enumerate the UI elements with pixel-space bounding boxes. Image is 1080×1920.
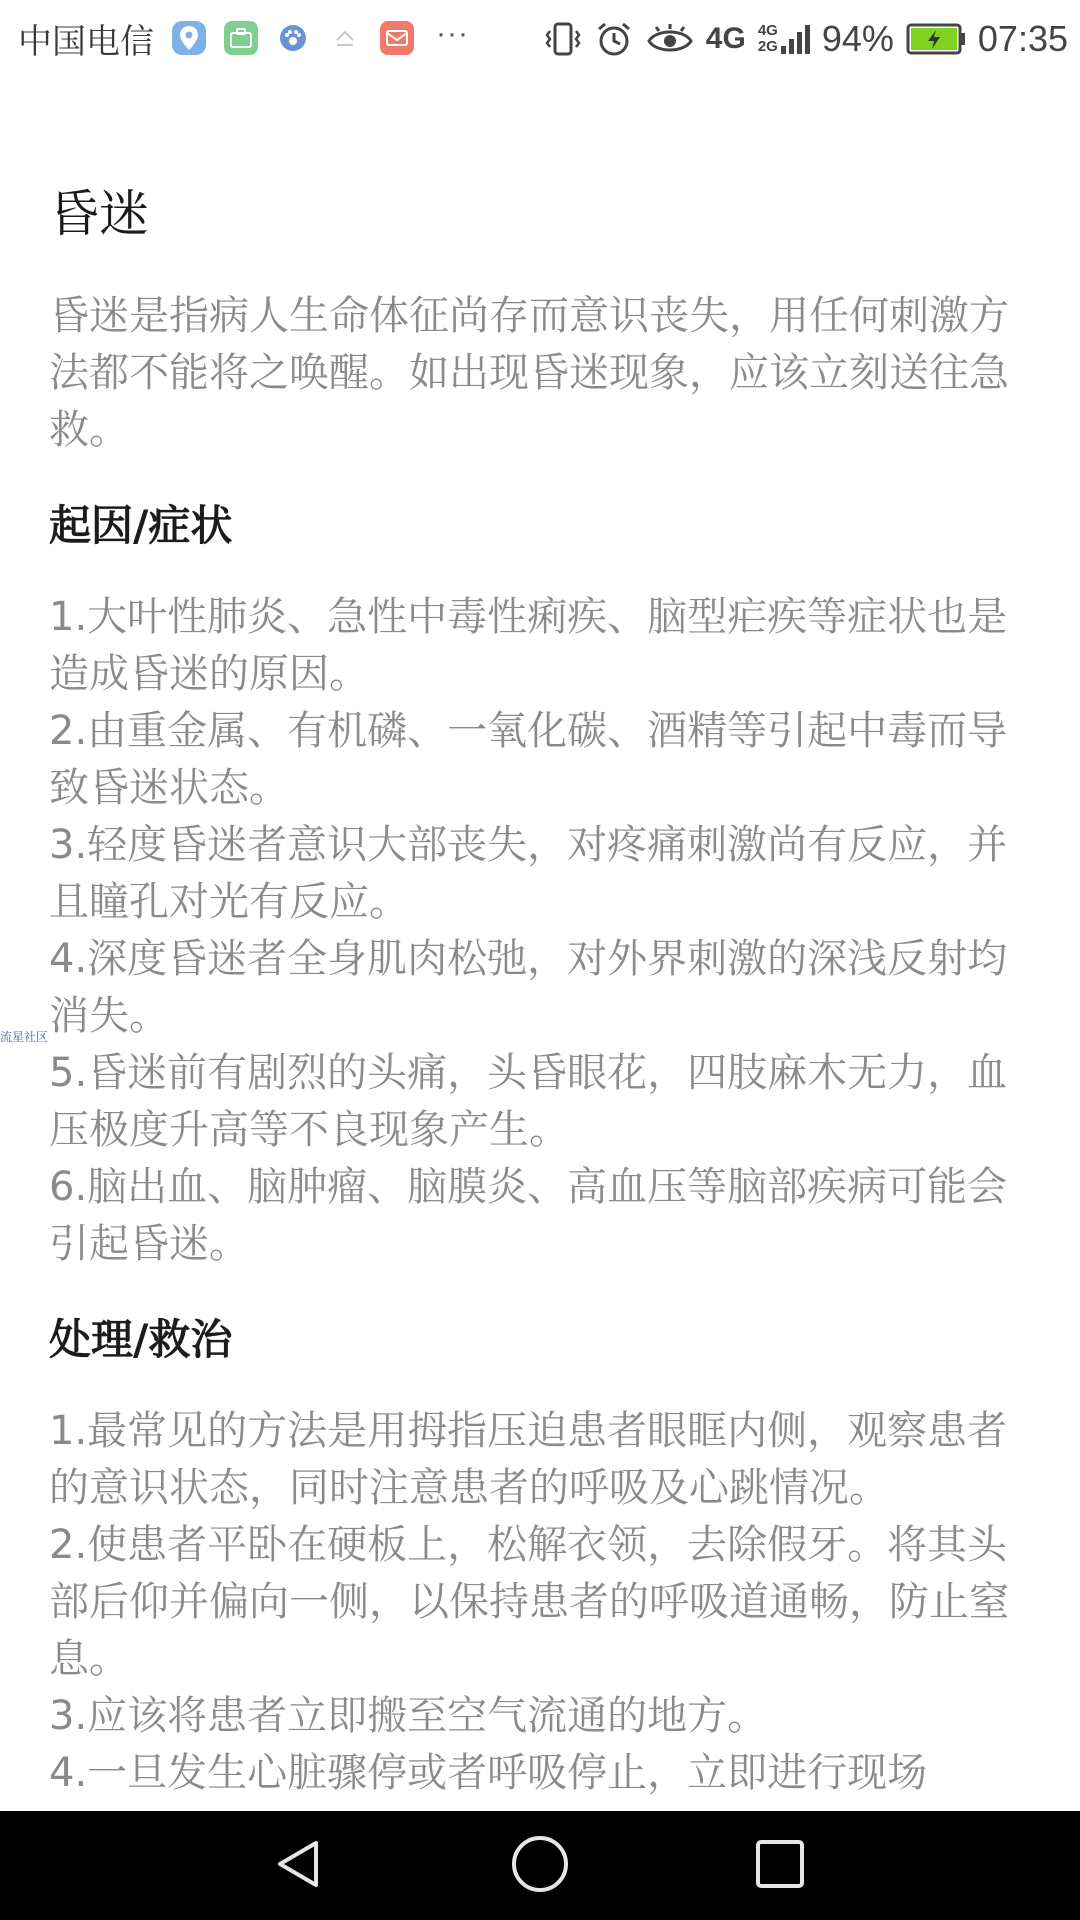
briefcase-icon — [224, 21, 258, 55]
notification-icons — [172, 18, 469, 58]
watermark: 流星社区 — [0, 1030, 49, 1044]
recent-apps-icon — [753, 1837, 807, 1895]
battery-icon — [906, 22, 966, 56]
system-icons — [544, 8, 1068, 70]
network-label-2g: 2G — [757, 38, 778, 55]
list-item: 4.深度昏迷者全身肌肉松弛，对外界刺激的深浅反射均消失。 — [49, 936, 1008, 1039]
back-button[interactable] — [254, 1831, 344, 1901]
clock: 07:35 — [977, 18, 1068, 59]
mail-icon — [380, 21, 414, 55]
secondary-network-labels — [758, 23, 778, 55]
recent-apps-button[interactable] — [735, 1831, 825, 1901]
navigation-bar — [0, 1811, 1080, 1920]
upload-icon — [328, 21, 362, 55]
location-icon — [172, 21, 206, 55]
network-label: 4G — [705, 22, 746, 55]
status-bar — [0, 0, 1080, 78]
more-notifications: ··· — [436, 17, 469, 50]
list-item: 6.脑出血、脑肿瘤、脑膜炎、高血压等脑部疾病可能会引起昏迷。 — [49, 1164, 1008, 1267]
eye-icon — [646, 19, 694, 59]
article-scroll-view[interactable] — [0, 78, 1080, 1811]
battery-percentage: 94% — [821, 18, 894, 59]
back-icon — [272, 1837, 326, 1895]
intro-paragraph: 昏迷是指病人生命体征尚存而意识丧失，用任何刺激方法都不能将之唤醒。如出现昏迷现象，应该立刻送往急救。 — [49, 293, 1009, 453]
list-item: 1.大叶性肺炎、急性中毒性痢疾、脑型疟疾等症状也是造成昏迷的原因。 — [49, 594, 1008, 697]
section-heading-treatment: 处理/救治 — [49, 1315, 233, 1364]
article-body — [0, 78, 1080, 1802]
home-icon — [510, 1834, 570, 1898]
list-item: 3.应该将患者立即搬至空气流通的地方。 — [49, 1693, 768, 1739]
network-4g-indicator — [706, 22, 746, 56]
section-heading-causes: 起因/症状 — [49, 501, 233, 550]
vibrate-icon — [544, 19, 582, 59]
home-button[interactable] — [495, 1831, 585, 1901]
network-label-4g: 4G — [757, 22, 778, 39]
carrier-name: 中国电信 — [18, 22, 154, 62]
list-item: 3.轻度昏迷者意识大部丧失，对疼痛刺激尚有反应，并且瞳孔对光有反应。 — [49, 822, 1008, 925]
page-title: 昏迷 — [49, 185, 149, 243]
list-item: 2.使患者平卧在硬板上，松解衣领，去除假牙。将其头部后仰并偏向一侧，以保持患者的呼吸道通畅，防止窒息。 — [49, 1522, 1009, 1682]
list-item: 5.昏迷前有剧烈的头痛，头昏眼花，四肢麻木无力，血压极度升高等不良现象产生。 — [49, 1050, 1008, 1153]
alarm-icon — [594, 19, 634, 59]
list-item: 1.最常见的方法是用拇指压迫患者眼眶内侧，观察患者的意识状态，同时注意患者的呼吸及心跳情况。 — [49, 1408, 1008, 1511]
list-item: 2.由重金属、有机磷、一氧化碳、酒精等引起中毒而导致昏迷状态。 — [49, 708, 1008, 811]
list-item: 4.一旦发生心脏骤停或者呼吸停止，立即进行现场 — [49, 1750, 928, 1796]
paw-icon — [276, 21, 310, 55]
signal-icon — [758, 22, 810, 56]
